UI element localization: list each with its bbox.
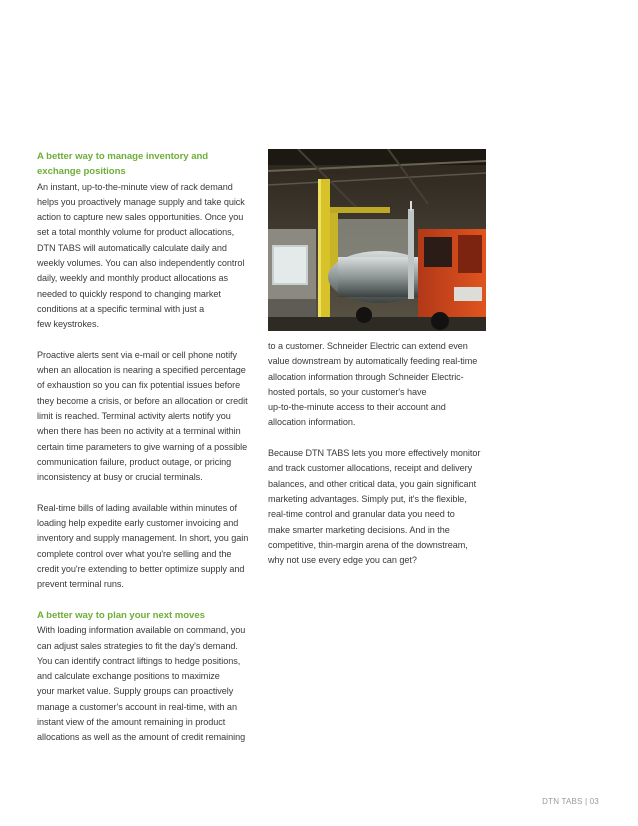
paragraph-rack-demand: An instant, up-to-the-minute view of rack demand helps you proactively manage supply and take quick action to capture new sales opportunities. Once you set a total monthly volume for product allocations, DTN TABS will automatically calculate daily and weekly volumes. You can also independently control daily, weekly and monthly product allocations as needed to quickly respond to changing market conditions at a specific terminal with just a few keystrokes. — [37, 181, 245, 330]
section-heading-plan: A better way to plan your next moves — [37, 609, 205, 621]
paragraph-schneider-portals: to a customer. Schneider Electric can extend even value downstream by automatically feeding real-time allocation information through Schneider Electric- hosted portals, so your customer's have up-to-the-minute access to their account and allocation information. — [268, 341, 478, 428]
left-column — [37, 149, 259, 746]
paragraph-loading-information: With loading information available on command, you can adjust sales strategies to fit the day's demand. You can identify contract liftings to hedge positions, and calculate exchange positions to maximize your market value. Supply groups can proactively manage a customer's account in real-time, with an instant view of the amount remaining in product allocations as well as the amount of credit remaining — [37, 625, 246, 743]
section-heading-inventory: A better way to manage inventory and exchange positions — [37, 151, 209, 178]
terminal-truck-photo — [268, 149, 486, 331]
page-footer: DTN TABS | 03 — [542, 797, 599, 806]
paragraph-bills-of-lading: Real-time bills of lading available within minutes of loading help expedite early customer invoicing and inventory and supply management. In short, you gain complete control over what you're selling and the credit you're extending to better optimize supply and prevent terminal runs. — [37, 502, 249, 590]
right-column — [268, 339, 490, 568]
paragraph-marketing-advantages: Because DTN TABS lets you more effectively monitor and track customer allocations, receipt and delivery balances, and other critical data, you gain significant marketing advantages. Simply put, it's the flexible, real-time control and granular data you need to make smarter marketing decisions. And in the competitive, thin-margin arena of the downstream, why not use every edge you can get? — [268, 448, 481, 566]
paragraph-proactive-alerts: Proactive alerts sent via e-mail or cell phone notify when an allocation is nearing a specified percentage of exhaustion so you can fix potential issues before they become a crisis, or before an allocation or credit limit is reached. Terminal activity alerts notify you when there has been no activity at a terminal within certain time parameters to give warning of a possible communication failure, product outage, or pricing inconsistency at busy or crucial terminals. — [37, 349, 248, 483]
